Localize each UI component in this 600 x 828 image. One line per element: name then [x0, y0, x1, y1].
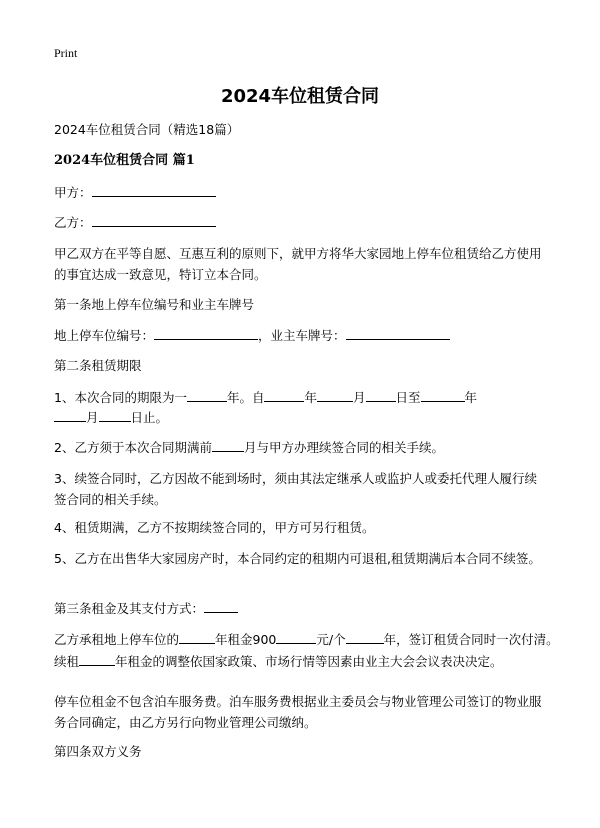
- item-1-text: 日止。: [130, 410, 169, 425]
- rent-text-cont: 年，签订租赁合同时一次付清。: [383, 632, 559, 647]
- article-3-title-line: [54, 599, 238, 619]
- rent-line-1: [54, 630, 559, 650]
- article-2-title: 第二条租赁期限: [54, 358, 142, 373]
- end-year-blank: [421, 388, 465, 402]
- item-4: 4、租赁期满，乙方不按期续签合同的，甲方可另行租赁。: [54, 520, 375, 535]
- rent-text: 乙方承租地上停车位的: [54, 632, 180, 647]
- start-year-blank: [264, 388, 304, 402]
- document-subtitle: 2024车位租赁合同（精选18篇）: [54, 122, 240, 137]
- item-2: [54, 438, 444, 458]
- renewal-month-blank: [212, 438, 244, 452]
- plate-number-label: ，业主车牌号：: [258, 328, 346, 343]
- article-1-title: 第一条地上停车位编号和业主车牌号: [54, 297, 255, 312]
- plate-number-blank: [346, 326, 450, 340]
- section-heading: 2024车位租赁合同 篇1: [54, 153, 195, 168]
- party-a-label: 甲方：: [54, 185, 92, 200]
- article-3-title: 第三条租金及其支付方式：: [54, 601, 205, 616]
- party-b-label: 乙方：: [54, 215, 92, 230]
- item-2-text: 2、乙方须于本次合同期满前: [54, 440, 212, 455]
- start-month-blank: [317, 388, 353, 402]
- rent-text: 年租金的调整依国家政策、市场行情等因素由业主大会会议表决决定。: [115, 654, 503, 669]
- item-2-text: 月与甲方办理续签合同的相关手续。: [243, 440, 444, 455]
- end-day-blank: [99, 408, 131, 422]
- rent-text-cont: 续租: [54, 654, 80, 669]
- renewal-years-blank: [79, 652, 115, 666]
- party-a-blank: [92, 183, 216, 197]
- article-1-line: [54, 326, 450, 346]
- print-link[interactable]: Print: [54, 46, 78, 60]
- payment-method-blank: [204, 599, 238, 613]
- item-1-text: 日至: [395, 390, 421, 405]
- end-month-blank: [54, 408, 86, 422]
- item-1-text: 年: [464, 390, 478, 405]
- rent-amount-blank: [276, 630, 316, 644]
- rent-years-blank: [179, 630, 215, 644]
- item-1-text: 1、本次合同的期限为一: [54, 390, 187, 405]
- party-b-blank: [92, 213, 216, 227]
- rent-unit-blank: [346, 630, 384, 644]
- item-1-line2: [54, 408, 168, 428]
- item-1-text: 月: [353, 390, 366, 405]
- rent-line-2: [54, 651, 549, 672]
- party-b-line: [54, 213, 216, 233]
- rent-text: 元/个: [316, 632, 346, 647]
- article-4-title: 第四条双方义务: [54, 744, 142, 759]
- document-title: 2024车位租赁合同: [220, 86, 380, 107]
- item-1-text: 年: [304, 390, 317, 405]
- item-1-text: 年。自: [226, 390, 265, 405]
- spot-number-blank: [154, 326, 258, 340]
- item-5: 5、乙方在出售华大家园房产时，本合同约定的租期内可退租,租赁期满后本合同不续签。: [54, 551, 541, 566]
- start-day-blank: [366, 388, 396, 402]
- item-1-line1: [54, 388, 477, 408]
- item-1-text: 月: [86, 410, 99, 425]
- term-years-blank: [187, 388, 227, 402]
- spot-number-label: 地上停车位编号：: [54, 328, 155, 343]
- party-a-line: [54, 183, 216, 203]
- intro-paragraph: 甲乙双方在平等自愿、互惠互利的原则下，就甲方将华大家园地上停车位租赁给乙方使用的事宜达成一致意见，特订立本合同。: [54, 246, 542, 282]
- item-3: 3、续签合同时，乙方因故不能到场时，须由其法定继承人或监护人或委托代理人履行续签合同的相关手续。: [54, 471, 537, 507]
- rent-text: 年租金900: [215, 632, 277, 647]
- parking-fee-paragraph: 停车位租金不包含泊车服务费。泊车服务费根据业主委员会与物业管理公司签订的物业服务合同确定，由乙方另行向物业管理公司缴纳。: [54, 694, 542, 730]
